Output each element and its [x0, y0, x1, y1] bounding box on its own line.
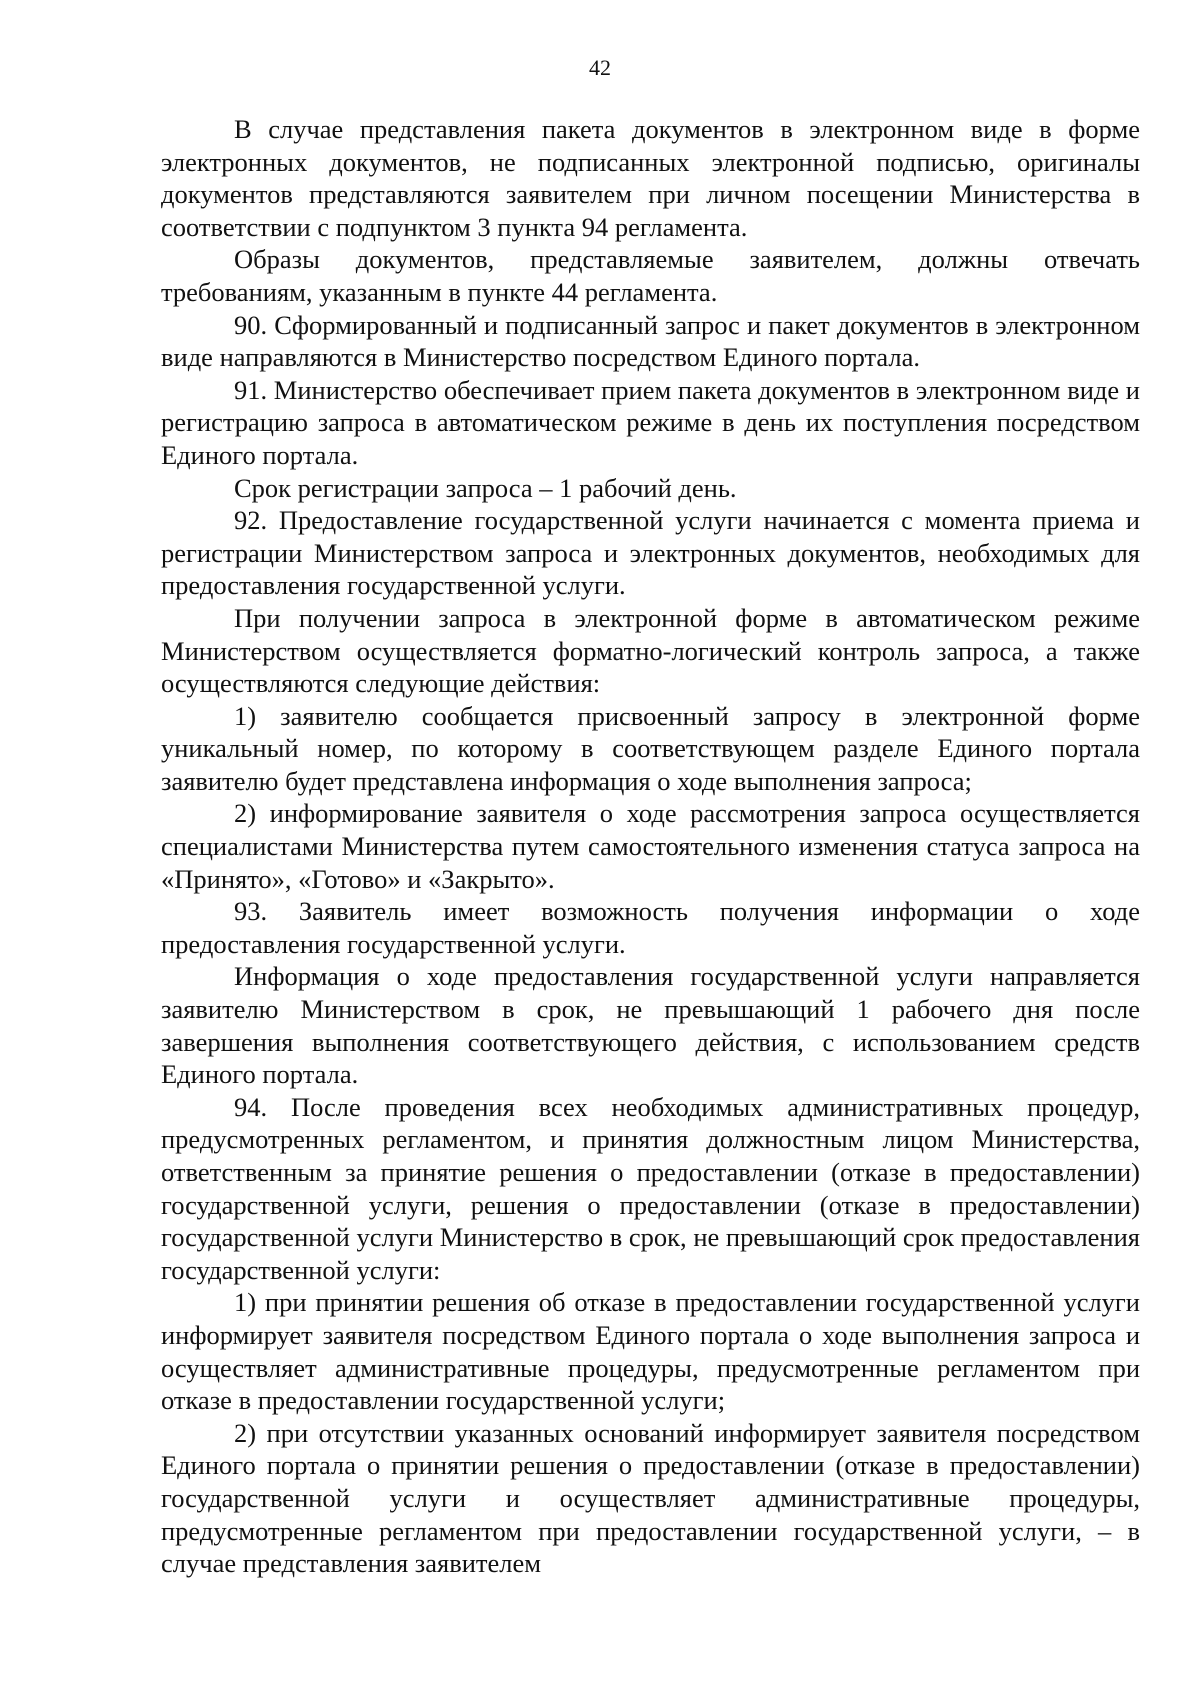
paragraph-electronic-request: При получении запроса в электронной форме в автоматическом режиме Министерством осуществляется форматно-логический контроль запроса, а также осуществляются следующие действия: [161, 602, 1140, 699]
paragraph-item-93: 93. Заявитель имеет возможность получения информации о ходе предоставления государственной услуги. [161, 896, 1140, 959]
paragraph-progress-information: Информация о ходе предоставления государственной услуги направляется заявителю Министерством в срок, не превышающий 1 рабочего дня после завершения выполнения соответствующего действия, с использованием средств Единого портала. [161, 961, 1140, 1090]
paragraph-item-92: 92. Предоставление государственной услуги начинается с момента приема и регистрации Министерством запроса и электронных документов, необходимых для предоставления государственной услуги. [161, 505, 1140, 601]
paragraph-subitem-2-status: 2) информирование заявителя о ходе рассмотрения запроса осуществляется специалистами Министерства путем самостоятельного изменения статуса запроса на «Принято», «Готово» и «Закрыто». [161, 798, 1140, 894]
paragraph-item-90: 90. Сформированный и подписанный запрос и пакет документов в электронном виде направляются в Министерство посредством Единого портала. [161, 309, 1140, 373]
paragraph-item-91: 91. Министерство обеспечивает прием пакета документов в электронном виде и регистрацию запроса в автоматическом режиме в день их поступления посредством Единого портала. [161, 374, 1140, 470]
paragraph-subitem-2-provision: 2) при отсутствии указанных оснований информирует заявителя посредством Единого портала о принятии решения о предоставлении (отказе в предоставлении) государственной услуги и осуществляет административные процедуры, предусмотренные регламентом при предоставлении государственной услуги, – в случае представления заявителем [161, 1417, 1140, 1579]
paragraph-registration-term: Срок регистрации запроса – 1 рабочий день. [234, 472, 737, 503]
paragraph-document-images: Образы документов, представляемые заявителем, должны отвечать требованиям, указанным в пункте 44 регламента. [161, 244, 1140, 307]
paragraph-subitem-1-refusal: 1) при принятии решения об отказе в предоставлении государственной услуги информирует заявителя посредством Единого портала о ходе выполнения запроса и осуществляет административные процедуры, предусмотренные регламентом при отказе в предоставлении государственной услуги; [161, 1287, 1140, 1416]
paragraph-original-documents: В случае представления пакета документов в электронном виде в форме электронных документов, не подписанных электронной подписью, оригиналы документов представляются заявителем при личном посещении Министерства в соответствии с подпунктом 3 пункта 94 регламента. [161, 114, 1140, 242]
document-body [161, 113, 1140, 1580]
page-number: 42 [589, 55, 611, 80]
paragraph-subitem-1-unique-number: 1) заявителю сообщается присвоенный запросу в электронной форме уникальный номер, по которому в соответствующем разделе Единого портала заявителю будет представлена информация о ходе выполнения запроса; [161, 700, 1140, 796]
paragraph-item-94: 94. После проведения всех необходимых административных процедур, предусмотренных регламентом, и принятия должностным лицом Министерства, ответственным за принятие решения о предоставлении (отказе в предоставлении) государственной услуги, решения о предоставлении (отказе в предоставлении) государственной услуги Министерство в срок, не превышающий срок предоставления государственной услуги: [161, 1091, 1140, 1285]
